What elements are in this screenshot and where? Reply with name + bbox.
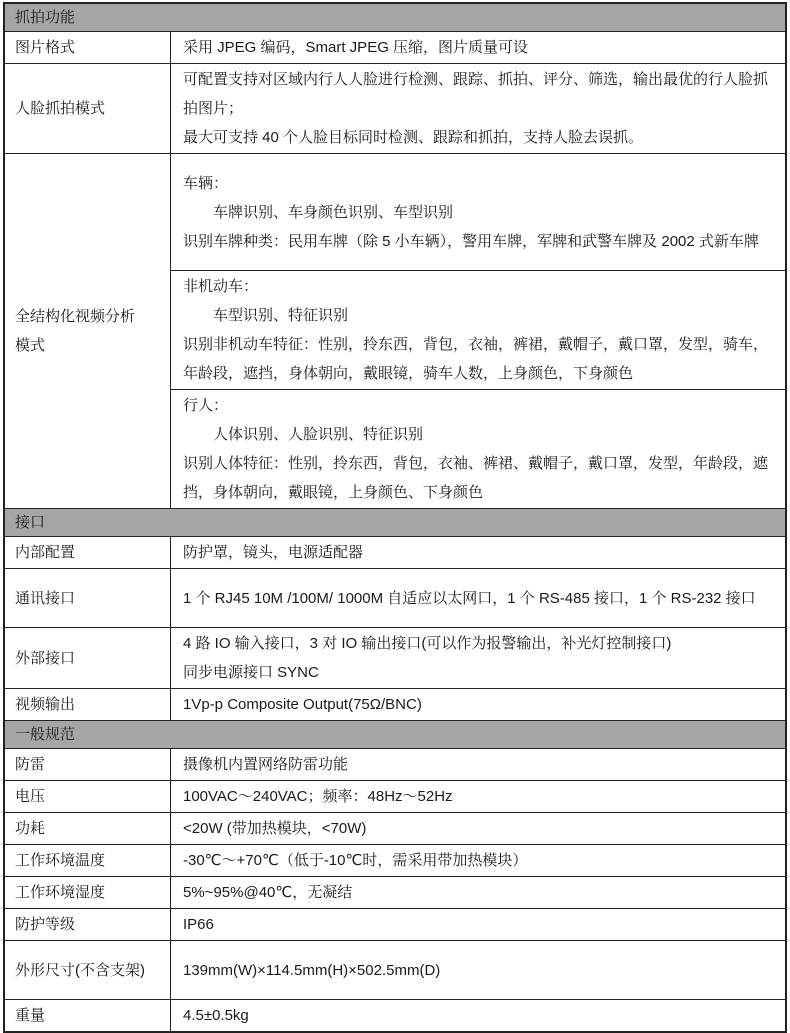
value-text: 摄像机内置网络防雷功能: [183, 756, 349, 773]
subrow-pedestrian: [171, 390, 785, 508]
row-value: [171, 1000, 785, 1031]
row-value: [171, 628, 785, 688]
value-text: 防护罩，镜头，电源适配器: [183, 544, 364, 561]
table-row-operating-temperature: [5, 845, 785, 877]
subrow-heading: 非机动车：: [183, 278, 259, 295]
row-value: [171, 909, 785, 940]
row-value: [171, 689, 785, 720]
value-text: 最大可支持 40 个人脸目标同时检测、跟踪和抓拍，支持人脸去误抓。: [183, 129, 644, 146]
section-header-capture: [5, 4, 785, 32]
section-title: 抓拍功能: [15, 9, 76, 26]
row-label: 内部配置: [5, 537, 171, 568]
row-value: [171, 64, 785, 153]
table-row-protection-rating: [5, 909, 785, 941]
subrow-items: 人体识别、人脸识别、特征识别: [213, 426, 424, 443]
row-value: [171, 813, 785, 844]
row-label: 防护等级: [5, 909, 171, 940]
value-text: <20W (带加热模块，<70W): [183, 820, 367, 837]
subrow-detail: 识别人体特征：性别，拎东西，背包，衣袖、裤裙、戴帽子，戴口罩，发型，年龄段，遮挡，身体朝向，戴眼镜，上身颜色、下身颜色: [183, 455, 769, 501]
row-label: 外形尺寸(不含支架): [5, 941, 171, 999]
row-label: 通讯接口: [5, 569, 171, 627]
subrow-detail: 识别车牌种类：民用车牌（除 5 小车辆），警用车牌，军牌和武警车牌及 2002 式新车牌: [183, 232, 759, 250]
table-row-video-output: [5, 689, 785, 721]
subrow-heading: 行人：: [183, 397, 229, 414]
row-label: 工作环境温度: [5, 845, 171, 876]
value-text: 采用 JPEG 编码，Smart JPEG 压缩，图片质量可设: [183, 39, 529, 56]
subrow-non-motor-vehicle: [171, 271, 785, 390]
row-value: [171, 941, 785, 999]
row-value: [171, 781, 785, 812]
table-row-weight: [5, 1000, 785, 1031]
table-row-comm-interface: [5, 569, 785, 628]
value-text: 139mm(W)×114.5mm(H)×502.5mm(D): [183, 961, 441, 979]
value-text: 100VAC～240VAC；频率：48Hz～52Hz: [183, 788, 453, 805]
section-title: 一般规范: [15, 726, 76, 743]
row-label: 视频输出: [5, 689, 171, 720]
value-text: 4.5±0.5kg: [183, 1007, 249, 1024]
row-value: [171, 877, 785, 908]
row-label: 重量: [5, 1000, 171, 1031]
row-label: 全结构化视频分析模式: [5, 154, 171, 508]
table-row-internal-config: [5, 537, 785, 569]
value-text: IP66: [183, 916, 214, 933]
table-row-dimensions: [5, 941, 785, 1000]
row-value: [171, 845, 785, 876]
table-row-structured-analysis: [5, 154, 785, 509]
subrow-detail: 识别非机动车特征：性别，拎东西，背包，衣袖，裤裙，戴帽子，戴口罩，发型，骑车，年龄段，遮挡，身体朝向，戴眼镜，骑车人数，上身颜色，下身颜色: [183, 336, 769, 382]
table-row-face-capture-mode: [5, 64, 785, 154]
value-text: -30℃～+70℃（低于-10℃时，需采用带加热模块）: [183, 852, 528, 869]
subrow-heading: 车辆：: [183, 174, 229, 192]
row-label: 图片格式: [5, 32, 171, 63]
subrow-items: 车牌识别、车身颜色识别、车型识别: [213, 203, 454, 221]
table-row-voltage: [5, 781, 785, 813]
table-row-external-interface: [5, 628, 785, 689]
row-label: 人脸抓拍模式: [5, 64, 171, 153]
subrow-vehicle: [171, 154, 785, 271]
row-value: [171, 537, 785, 568]
row-value: [171, 749, 785, 780]
table-row-image-format: [5, 32, 785, 64]
spec-table: [3, 2, 787, 1033]
table-row-lightning-protection: [5, 749, 785, 781]
section-header-interfaces: [5, 509, 785, 537]
table-row-operating-humidity: [5, 877, 785, 909]
section-header-general-specs: [5, 721, 785, 749]
value-text: 1 个 RJ45 10M /100M/ 1000M 自适应以太网口，1 个 RS-485 接口，1 个 RS-232 接口: [183, 589, 756, 607]
structured-analysis-subrows: [171, 154, 785, 508]
row-value: [171, 32, 785, 63]
value-text: 可配置支持对区域内行人人脸进行检测、跟踪、抓拍、评分、筛选，输出最优的行人脸抓拍图片；: [183, 71, 769, 117]
row-label: 外部接口: [5, 628, 171, 688]
value-text: 同步电源接口 SYNC: [183, 664, 319, 681]
row-label: 功耗: [5, 813, 171, 844]
subrow-items: 车型识别、特征识别: [213, 307, 349, 324]
row-label: 防雷: [5, 749, 171, 780]
table-row-power-consumption: [5, 813, 785, 845]
row-label: 工作环境湿度: [5, 877, 171, 908]
row-label: 电压: [5, 781, 171, 812]
value-text: 5%~95%@40℃，无凝结: [183, 884, 353, 901]
value-text: 1Vp-p Composite Output(75Ω/BNC): [183, 696, 422, 713]
spec-sheet-page: [0, 2, 790, 1033]
section-title: 接口: [15, 514, 46, 531]
value-text: 4 路 IO 输入接口，3 对 IO 输出接口(可以作为报警输出，补光灯控制接口): [183, 635, 672, 652]
row-value: [171, 569, 785, 627]
